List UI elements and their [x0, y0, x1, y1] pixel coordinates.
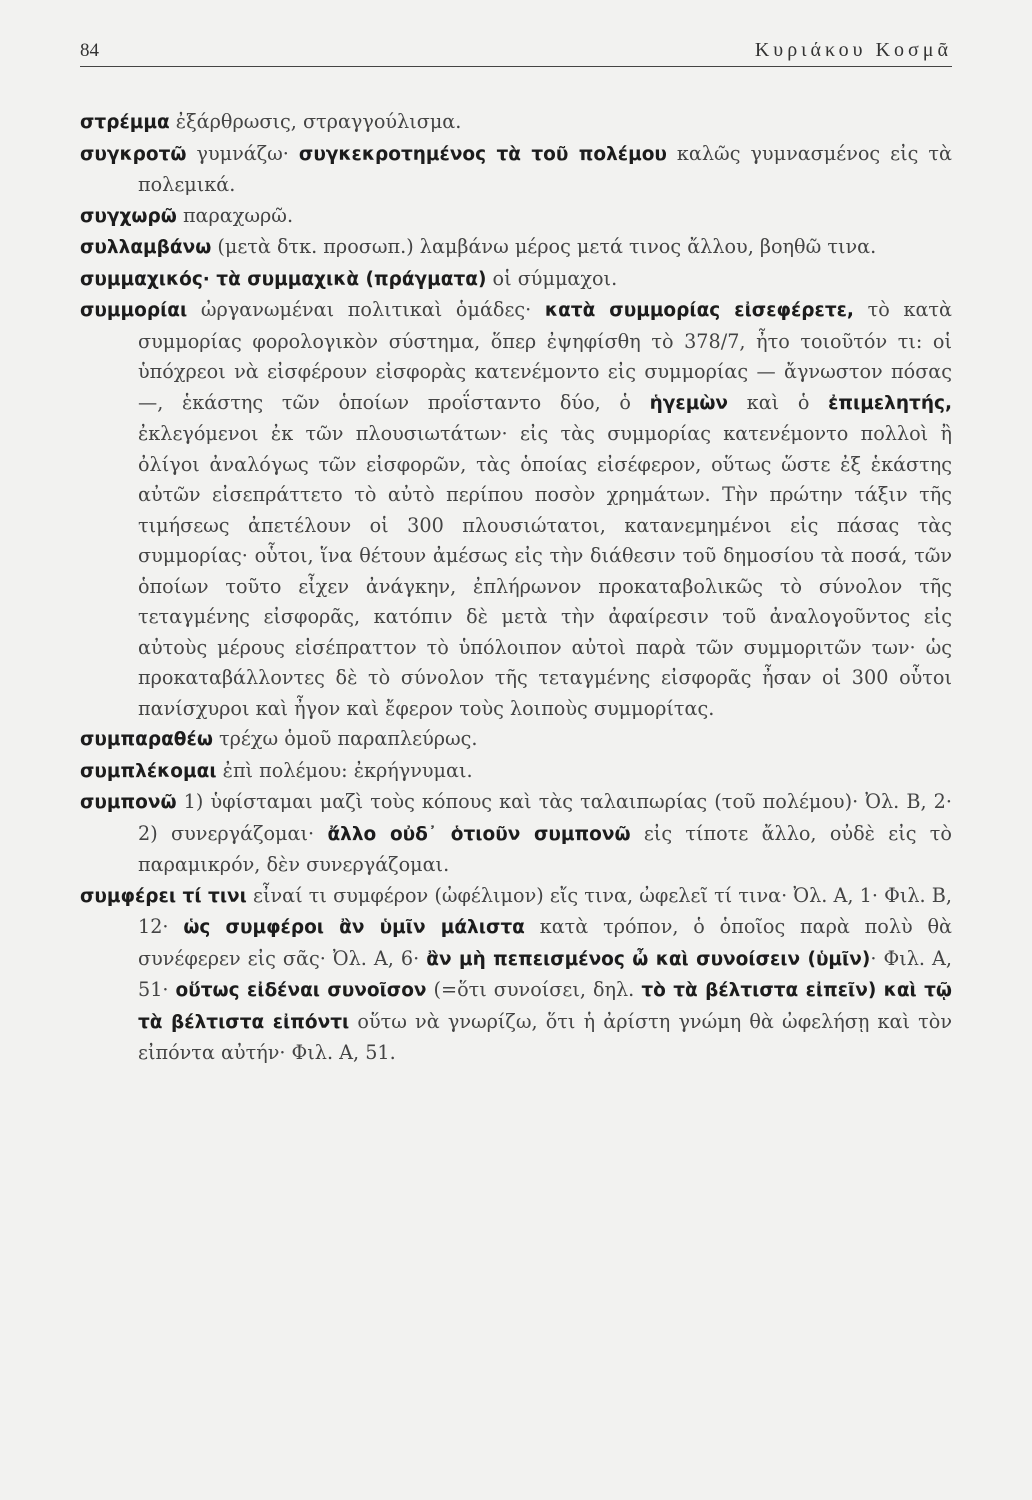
entry-bold-phrase: ἡγεμὼν: [649, 392, 729, 414]
glossary-entry: [80, 201, 952, 233]
entry-headword: συγκροτῶ: [80, 143, 187, 165]
glossary-entry: [80, 787, 952, 881]
entry-text: ἐπὶ πολέμου: ἐκρήγνυμαι.: [216, 758, 473, 782]
entry-headword: συμπαραθέω: [80, 729, 213, 750]
glossary-entry: [80, 756, 952, 788]
entry-headword: στρέμμα: [80, 112, 170, 133]
entry-text: (=ὅτι συνοίσει, δηλ.: [426, 978, 642, 1001]
entry-text: οἱ σύμμαχοι.: [486, 266, 618, 290]
glossary-body: [80, 107, 952, 1069]
book-page: [80, 32, 952, 1069]
entry-text: καλῶς γυμνασμένος εἰς τὰ πολεμικά.: [138, 141, 952, 196]
entry-text: παραχωρῶ.: [176, 203, 294, 227]
entry-text: (μετὰ δτκ. προσωπ.) λαμβάνω μέρος μετά τινος ἄλλου, βοηθῶ τινα.: [211, 235, 877, 258]
entry-text: κατὰ τρόπον, ὁ ὁποῖος παρὰ πολὺ θὰ συνέφερεν εἰς σᾶς· Ὀλ. Α, 6·: [138, 915, 952, 970]
glossary-entry: [80, 295, 952, 724]
glossary-entry: [80, 724, 952, 756]
entry-text: ὠργανωμέναι πολιτικαὶ ὁμάδες·: [187, 298, 545, 321]
entry-text: εἰς τίποτε ἄλλο, οὐδὲ εἰς τὸ παραμικρόν, δὲν συνεργάζομαι.: [138, 821, 952, 876]
entry-headword: συγχωρῶ: [80, 205, 177, 227]
entry-text: τρέχω ὁμοῦ παραπλεύρως.: [212, 727, 478, 750]
entry-bold-phrase: ἄλλο οὐδ᾽ ὁτιοῦν συμπονῶ: [327, 823, 631, 845]
entry-bold-phrase: ἐπιμελητής,: [828, 392, 952, 414]
entry-headword: συμμορίαι: [80, 300, 188, 321]
glossary-entry: [80, 264, 952, 296]
running-title: Κυριάκου Κοσμᾶ: [754, 39, 952, 61]
entry-text: ἐξάρθρωσις, στραγγούλισμα.: [169, 110, 462, 133]
entry-text: τὸ κατὰ συμμορίας φορολογικὸν σύστημα, ὅπερ ἐψηφίσθη τὸ 378/7, ἦτο τοιοῦτόν τι: οἱ ὑπόχρεοι νὰ εἰσφέρουν εἰσφορὰς κατενέμοντο εἰς συμμορίας — ἄγνωστον πόσας —, ἑκάστης τῶν ὁποίων προΐσταντο δύο, ὁ: [138, 298, 952, 414]
glossary-entry: [80, 139, 952, 201]
entry-text: γυμνάζω·: [186, 141, 299, 165]
page-number: 84: [80, 40, 99, 61]
entry-bold-phrase: οὕτως εἰδέναι συνοῖσον: [175, 980, 427, 1001]
entry-bold-phrase: ὡς συμφέροι ἂν ὑμῖν μάλιστα: [183, 917, 525, 938]
glossary-entry: [80, 881, 952, 1069]
entry-text: εἶναί τι συμφέρον (ὠφέλιμον) εἴς τινα, ὠφελεῖ τί τινα· Ὀλ. Α, 1· Φιλ. Β, 12·: [138, 883, 952, 938]
entry-headword: συλλαμβάνω: [80, 237, 212, 258]
entry-headword: συμφέρει τί τινι: [80, 885, 247, 907]
entry-bold-phrase: κατὰ συμμορίας εἰσεφέρετε,: [544, 300, 854, 321]
glossary-entry: [80, 232, 952, 264]
entry-text: ἐκλεγόμενοι ἐκ τῶν πλουσιωτάτων· εἰς τὰς συμμορίας κατενέμοντο πολλοὶ ἢ ὀλίγοι ἀναλόγως τῶν εἰσφορῶν, τὰς ὁποίας εἰσέφερον, οὕτως ὥστε ἐξ ἑκάστης αὐτῶν εἰσεπράττετο τὸ αὐτὸ περίπου ποσὸν χρημάτων. Τὴν πρώτην τάξιν τῆς τιμήσεως ἀπετέλουν οἱ 300 πλουσιώτατοι, κατανεμημένοι εἰς πάσας τὰς συμμορίας· οὗτοι, ἵνα θέτουν ἀμέσως εἰς τὴν διάθεσιν τοῦ δημοσίου τὰ ποσά, τῶν ὁποίων τοῦτο εἶχεν ἀνάγκην, ἐπλήρωνον προκαταβολικῶς τὸ σύνολον τῆς τεταγμένης εἰσφορᾶς, κατόπιν δὲ μετὰ τὴν ἀφαίρεσιν τοῦ ἀναλογοῦντος εἰς αὐτοὺς μέρους εἰσέπραττον τὸ ὑπόλοιπον αὐτοὶ παρὰ τῶν συμμοριτῶν των· ὡς προκαταβάλλοντες δὲ τὸ σύνολον τῆς τεταγμένης εἰσφορᾶς ἦσαν οἱ 300 οὗτοι πανίσχυροι καὶ ἦγον καὶ ἔφερον τοὺς λοιποὺς συμμορίτας.: [138, 422, 952, 720]
page-header: [80, 32, 952, 67]
entry-text: 1) ὑφίσταμαι μαζὶ τοὺς κόπους καὶ τὰς ταλαιπωρίας (τοῦ πολέμου)· Ὀλ. Β, 2· 2) συνεργάζομαι·: [138, 790, 952, 845]
glossary-entry: [80, 107, 952, 139]
entry-headword: συμπονῶ: [80, 792, 177, 813]
entry-text: οὕτω νὰ γνωρίζω, ὅτι ἡ ἀρίστη γνώμη θὰ ὠφελήσῃ καὶ τὸν εἰπόντα αὐτήν· Φιλ. Α, 51.: [138, 1009, 952, 1064]
entry-bold-phrase: τὸ τὰ βέλτιστα εἰπεῖν) καὶ τῷ τὰ βέλτιστα εἰπόντι: [138, 980, 952, 1033]
entry-bold-phrase: ἂν μὴ πεπεισμένος ὦ καὶ συνοίσειν (ὑμῖν): [426, 948, 871, 970]
entry-bold-phrase: συγκεκροτημένος τὰ τοῦ πολέμου: [298, 143, 667, 165]
entry-text: καὶ ὁ: [728, 390, 829, 414]
entry-headword: συμμαχικός· τὰ συμμαχικὰ (πράγματα): [80, 268, 487, 290]
entry-text: · Φιλ. Α, 51·: [138, 946, 952, 1001]
entry-headword: συμπλέκομαι: [80, 760, 217, 782]
